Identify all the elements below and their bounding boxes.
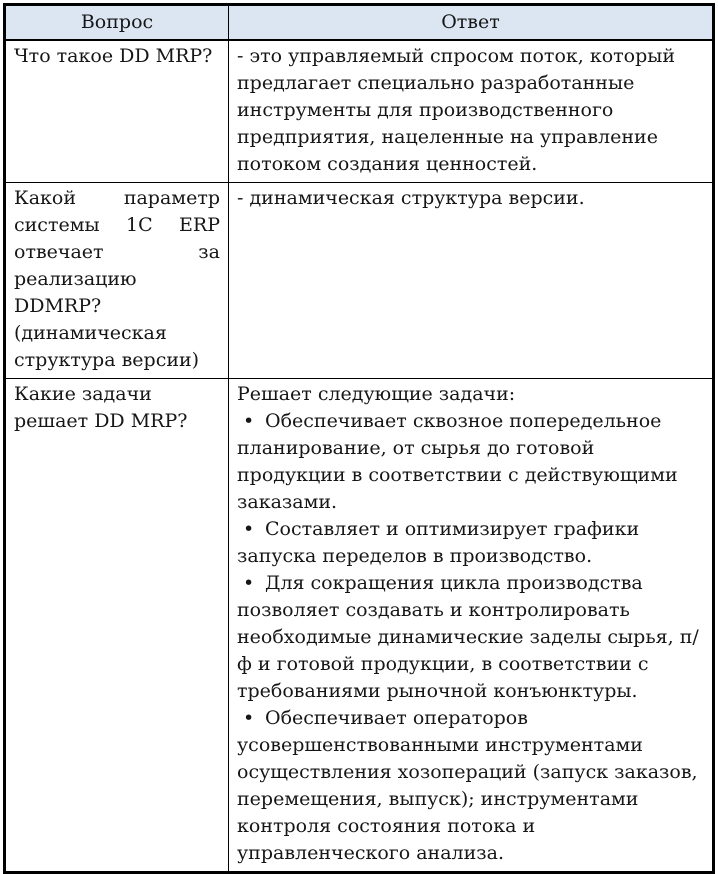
answer-paragraph: - динамическая структура версии. <box>237 187 585 209</box>
bullet-icon: • <box>243 572 255 594</box>
bullet-text: Обеспечивает операторов усовершенствованными инструментами осуществления хозопераций (запуск заказов, перемещения, выпуск); инструментами контроля состояния потока и управленческого анализа. <box>237 707 698 864</box>
bullet-icon: • <box>243 707 255 729</box>
question-cell: Какой параметр системы 1С ERP отвечает за реализацию DDMRP? (динамическая структура версии) <box>5 183 229 379</box>
answer-bullet-paragraph <box>237 516 704 570</box>
bullet-text: Для сокращения цикла производства позволяет создавать и контролировать необходимые динамические заделы сырья, п/ф и готовой продукции, в соответствии с требованиями рыночной конъюнктуры. <box>237 572 699 702</box>
answer-cell <box>229 40 714 183</box>
qa-table <box>3 3 715 874</box>
answer-bullet-paragraph <box>237 408 704 516</box>
answer-bullet-paragraph <box>237 570 704 705</box>
header-row <box>5 5 714 41</box>
header-question: Вопрос <box>5 5 229 41</box>
answer-bullet-paragraph <box>237 705 704 867</box>
table-row <box>5 183 714 379</box>
header-answer: Ответ <box>229 5 714 41</box>
answer-paragraph: - это управляемый спросом поток, который предлагает специально разработанные инструменты для производственного предприятия, нацеленные на управление потоком создания ценностей. <box>237 45 676 175</box>
bullet-icon: • <box>243 518 255 540</box>
bullet-icon: • <box>243 410 255 432</box>
table-row <box>5 40 714 183</box>
question-cell: Какие задачи решает DD MRP? <box>5 379 229 873</box>
answer-cell <box>229 379 714 873</box>
bullet-text: Составляет и оптимизирует графики запуска переделов в производство. <box>237 518 640 567</box>
answer-cell <box>229 183 714 379</box>
answer-paragraph: Решает следующие задачи: <box>237 383 516 405</box>
table-row <box>5 379 714 873</box>
bullet-text: Обеспечивает сквозное попередельное планирование, от сырья до готовой продукции в соответствии с действующими заказами. <box>237 410 678 513</box>
question-cell: Что такое DD MRP? <box>5 40 229 183</box>
